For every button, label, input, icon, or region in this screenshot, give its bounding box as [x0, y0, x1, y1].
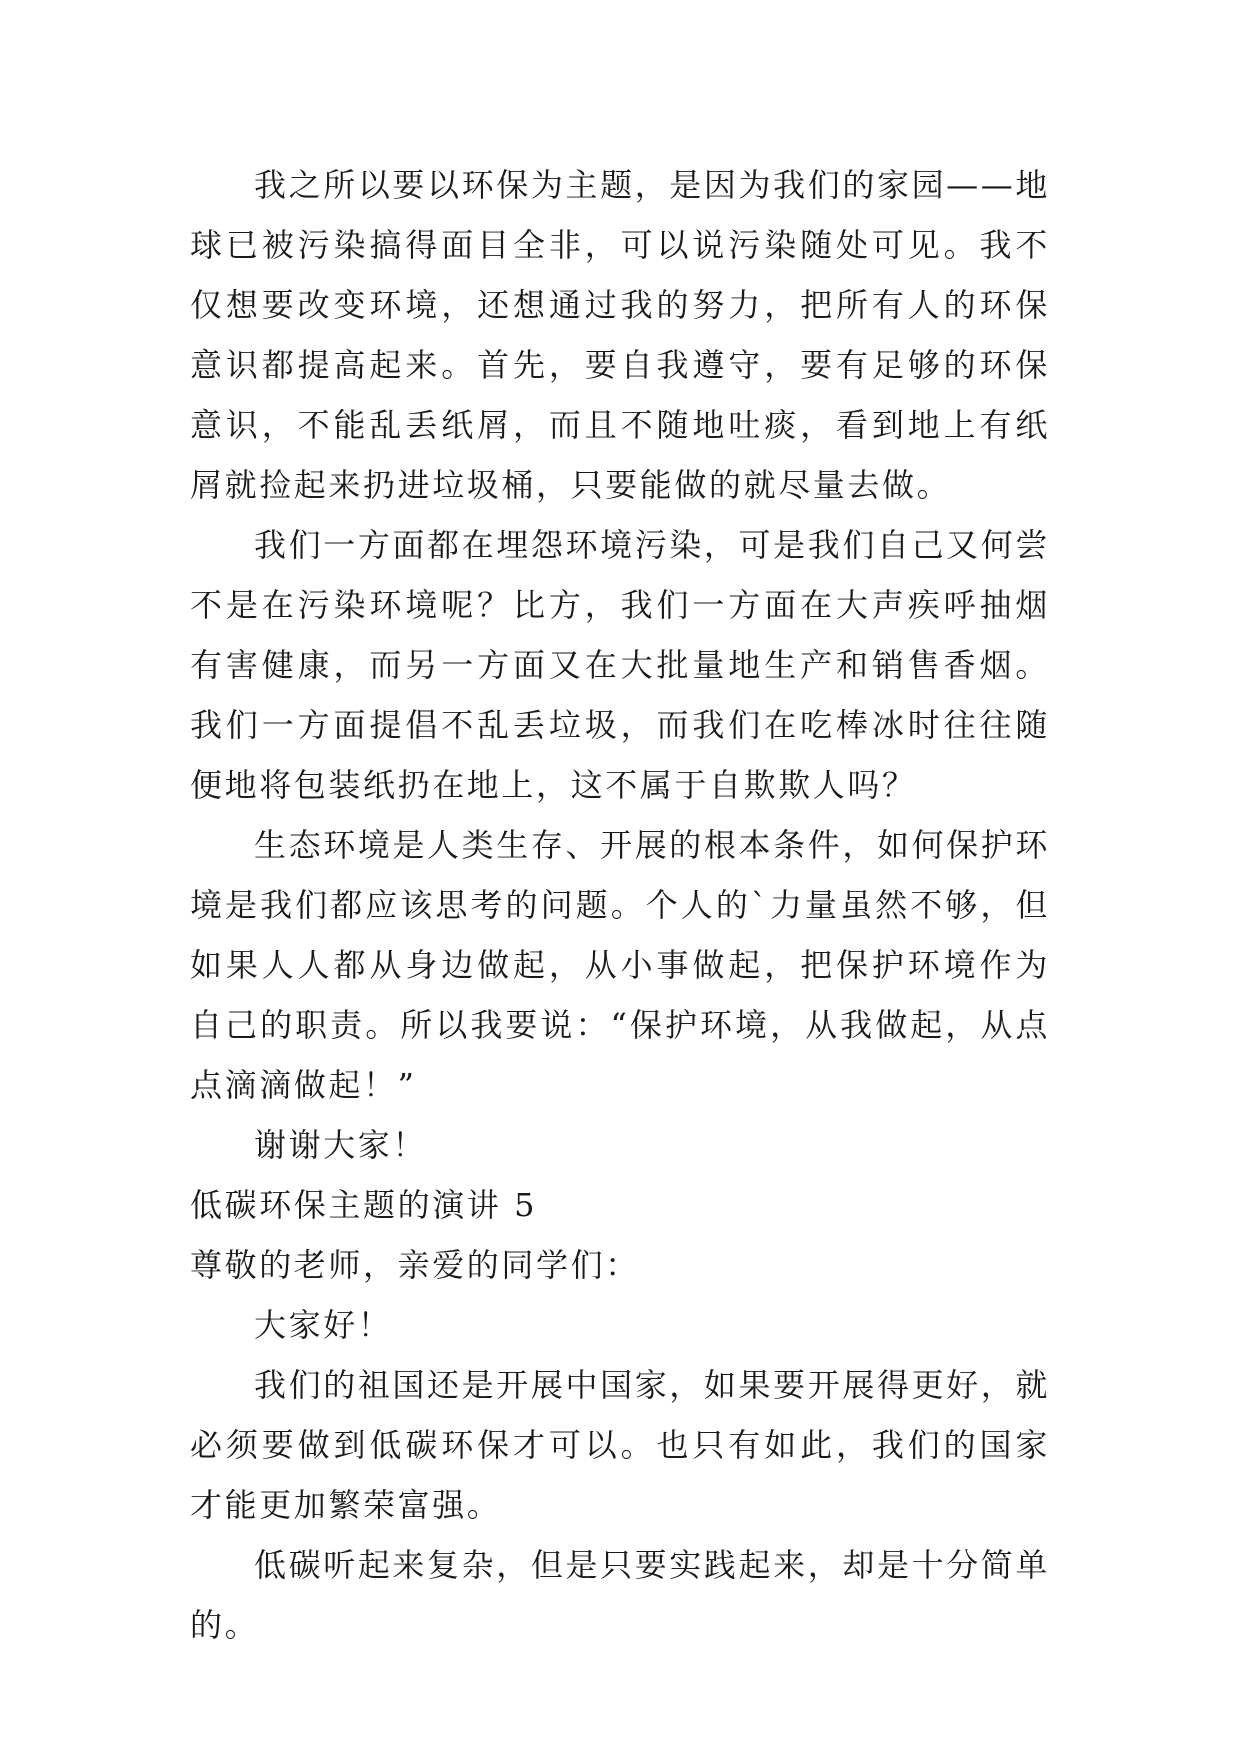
- document-body: [190, 155, 1050, 1655]
- body-paragraph: 低碳听起来复杂，但是只要实践起来，却是十分简单的。: [190, 1546, 1050, 1644]
- greeting: 大家好！: [254, 1306, 393, 1344]
- body-paragraph: 我们的祖国还是开展中国家，如果要开展得更好，就必须要做到低碳环保才可以。也只有如此，我们的国家才能更加繁荣富强。: [190, 1366, 1050, 1524]
- closing-line: 谢谢大家！: [254, 1126, 428, 1164]
- body-paragraph: 生态环境是人类生存、开展的根本条件，如何保护环境是我们都应该思考的问题。个人的`力量虽然不够，但如果人人都从身边做起，从小事做起，把保护环境作为自己的职责。所以我要说：“保护环境，从我做起，从点点滴滴做起！”: [190, 826, 1050, 1104]
- section-title: 低碳环保主题的演讲 5: [190, 1186, 538, 1224]
- body-paragraph: 我之所以要以环保为主题，是因为我们的家园——地球已被污染搞得面目全非，可以说污染随处可见。我不仅想要改变环境，还想通过我的努力，把所有人的环保意识都提高起来。首先，要自我遵守，要有足够的环保意识，不能乱丢纸屑，而且不随地吐痰，看到地上有纸屑就捡起来扔进垃圾桶，只要能做的就尽量去做。: [190, 166, 1050, 504]
- body-paragraph: 我们一方面都在埋怨环境污染，可是我们自己又何尝不是在污染环境呢？比方，我们一方面在大声疾呼抽烟有害健康，而另一方面又在大批量地生产和销售香烟。我们一方面提倡不乱丢垃圾，而我们在吃棒冰时往往随便地将包装纸扔在地上，这不属于自欺欺人吗？: [190, 526, 1050, 804]
- salutation: 尊敬的老师，亲爱的同学们：: [190, 1246, 640, 1284]
